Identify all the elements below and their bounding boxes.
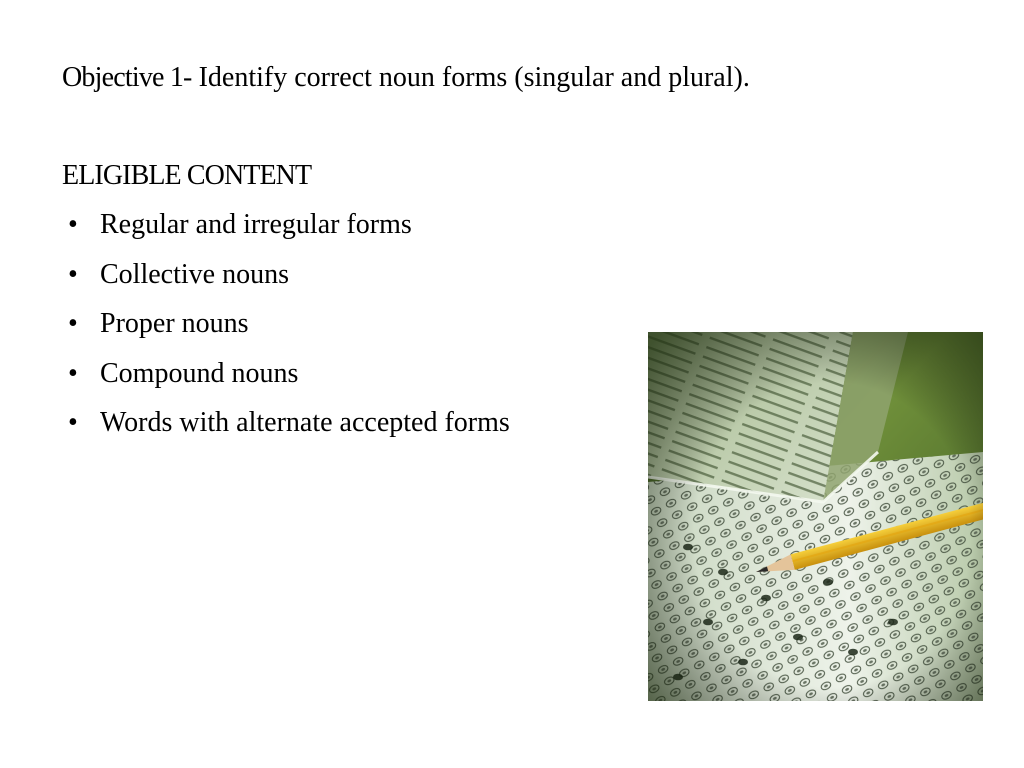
bullet-icon: • bbox=[68, 258, 78, 290]
list-item-text: Proper nouns bbox=[100, 308, 249, 339]
list-item bbox=[62, 255, 510, 305]
bullet-icon: • bbox=[68, 209, 78, 240]
list-item-text: Compound nouns bbox=[100, 357, 299, 389]
pencil-answer-sheet-image bbox=[648, 332, 983, 701]
list-item-text: Regular and irregular forms bbox=[100, 209, 412, 240]
list-item-text: Collective nouns bbox=[100, 258, 289, 290]
eligible-content-heading: ELIGIBLE CONTENT bbox=[62, 160, 312, 191]
pencil-answer-sheet-illustration bbox=[648, 332, 983, 701]
eligible-content-list bbox=[62, 205, 510, 453]
list-item-text: Words with alternate accepted forms bbox=[100, 407, 510, 438]
bullet-icon: • bbox=[68, 308, 78, 339]
list-item bbox=[62, 354, 510, 404]
objective-text: Identify correct noun forms (singular and plural). bbox=[191, 62, 750, 93]
bullet-icon: • bbox=[68, 407, 78, 438]
list-item bbox=[62, 304, 510, 354]
objective-lead: Objective 1- bbox=[62, 62, 192, 93]
objective-line bbox=[62, 58, 750, 98]
list-item bbox=[62, 205, 510, 255]
list-item bbox=[62, 403, 510, 453]
bullet-icon: • bbox=[68, 357, 78, 389]
